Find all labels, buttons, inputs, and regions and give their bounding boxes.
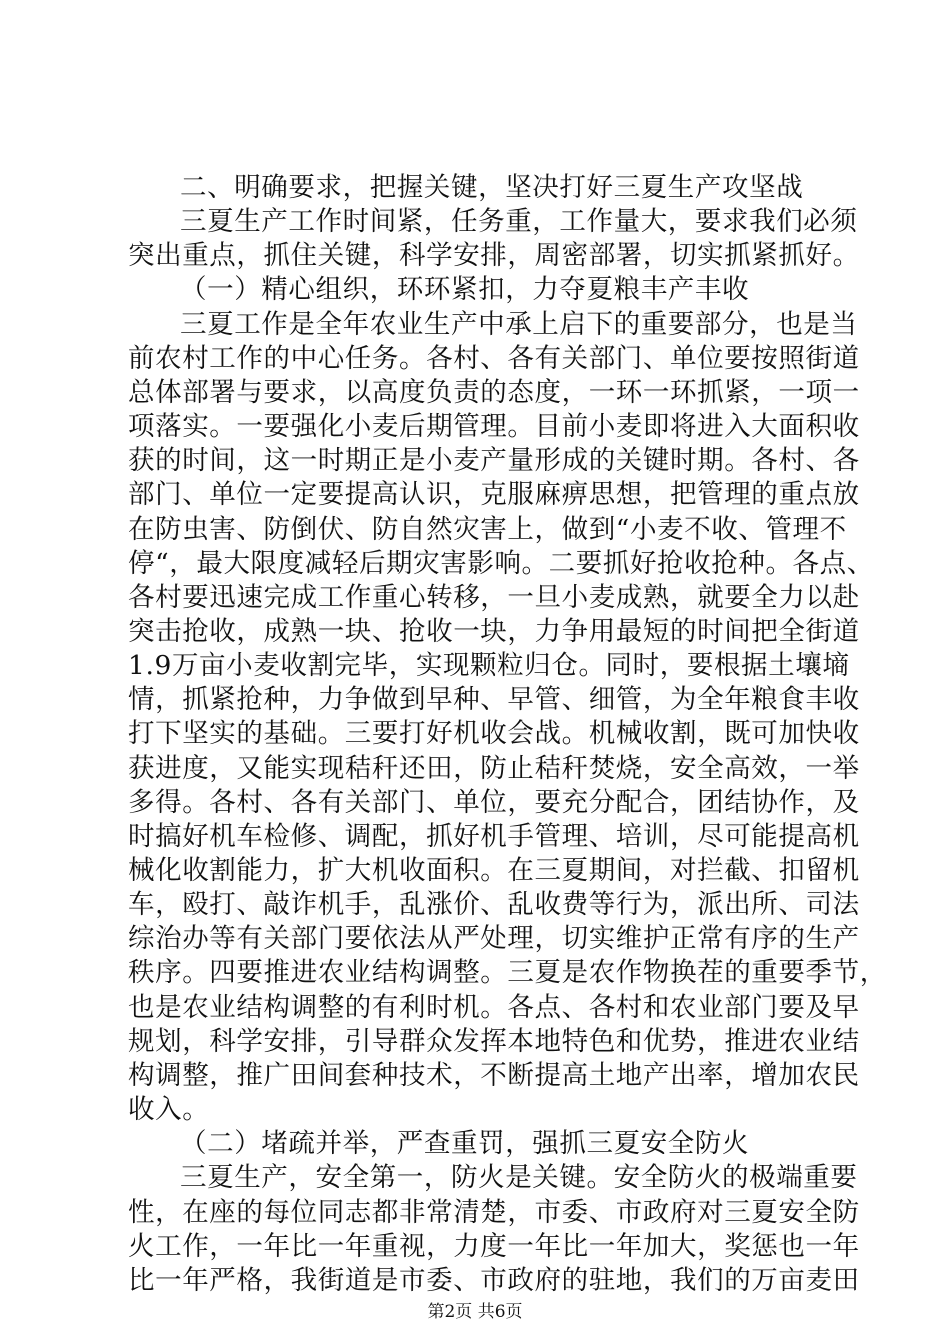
text-line: 前农村工作的中心任务。各村、各有关部门、单位要按照街道 (128, 342, 860, 374)
text-line: 三夏生产工作时间紧，任务重，工作量大，要求我们必须 (180, 206, 858, 238)
text-line: 各村要迅速完成工作重心转移，一旦小麦成熟，就要全力以赴 (128, 581, 860, 613)
text-line: 项落实。一要强化小麦后期管理。目前小麦即将进入大面积收 (128, 411, 860, 443)
text-line: 停“，最大限度减轻后期灾害影响。二要抓好抢收抢种。各点、 (128, 547, 874, 579)
text-line: 二、明确要求，把握关键，坚决打好三夏生产攻坚战 (180, 172, 804, 203)
text-line: 突出重点，抓住关键，科学安排，周密部署，切实抓紧抓好。 (128, 240, 860, 272)
text-line: 收入。 (128, 1094, 210, 1126)
text-line: 多得。各村、各有关部门、单位，要充分配合，团结协作，及 (128, 786, 860, 818)
text-line: 火工作，一年比一年重视，力度一年比一年加大，奖惩也一年 (128, 1230, 860, 1262)
page-footer: 第2页 共6页 (427, 1302, 523, 1322)
text-line: 综治办等有关部门要依法从严处理，切实维护正常有序的生产 (128, 923, 860, 955)
text-line: 也是农业结构调整的有利时机。各点、各村和农业部门要及早 (128, 991, 860, 1023)
text-line: 总体部署与要求，以高度负责的态度，一环一环抓紧，一项一 (128, 376, 860, 408)
text-line: 1.9万亩小麦收割完毕，实现颗粒归仓。同时，要根据土壤墒 (128, 650, 850, 682)
text-line: 比一年严格，我街道是市委、市政府的驻地，我们的万亩麦田 (128, 1264, 860, 1296)
text-line: 三夏工作是全年农业生产中承上启下的重要部分，也是当 (180, 308, 858, 340)
text-line: 三夏生产，安全第一，防火是关键。安全防火的极端重要 (180, 1162, 858, 1194)
text-line: 情，抓紧抢种，力争做到早种、早管、细管，为全年粮食丰收 (128, 684, 860, 716)
text-line: （二）堵疏并举，严查重罚，强抓三夏安全防火 (180, 1128, 750, 1160)
text-line: 获进度，又能实现秸秆还田，防止秸秆焚烧，安全高效，一举 (128, 752, 860, 784)
text-line: （一）精心组织，环环紧扣，力夺夏粮丰产丰收 (180, 274, 750, 306)
text-line: 打下坚实的基础。三要打好机收会战。机械收割，既可加快收 (128, 718, 860, 750)
text-line: 构调整，推广田间套种技术，不断提高土地产出率，增加农民 (128, 1059, 860, 1091)
text-line: 秩序。四要推进农业结构调整。三夏是农作物换茬的重要季节， (128, 957, 887, 989)
text-line: 性，在座的每位同志都非常清楚，市委、市政府对三夏安全防 (128, 1196, 860, 1228)
text-line: 在防虫害、防倒伏、防自然灾害上，做到“小麦不收、管理不 (128, 513, 847, 545)
text-line: 部门、单位一定要提高认识，克服麻痹思想，把管理的重点放 (128, 479, 860, 511)
text-line: 械化收割能力，扩大机收面积。在三夏期间，对拦截、扣留机 (128, 855, 860, 886)
text-line: 突击抢收，成熟一块、抢收一块，力争用最短的时间把全街道 (128, 615, 860, 647)
text-line: 规划，科学安排，引导群众发挥本地特色和优势，推进农业结 (128, 1025, 860, 1057)
text-line: 车，殴打、敲诈机手，乱涨价、乱收费等行为，派出所、司法 (128, 889, 860, 921)
text-line: 时搞好机车检修、调配，抓好机手管理、培训，尽可能提高机 (128, 820, 860, 852)
text-line: 获的时间，这一时期正是小麦产量形成的关键时期。各村、各 (128, 445, 860, 477)
